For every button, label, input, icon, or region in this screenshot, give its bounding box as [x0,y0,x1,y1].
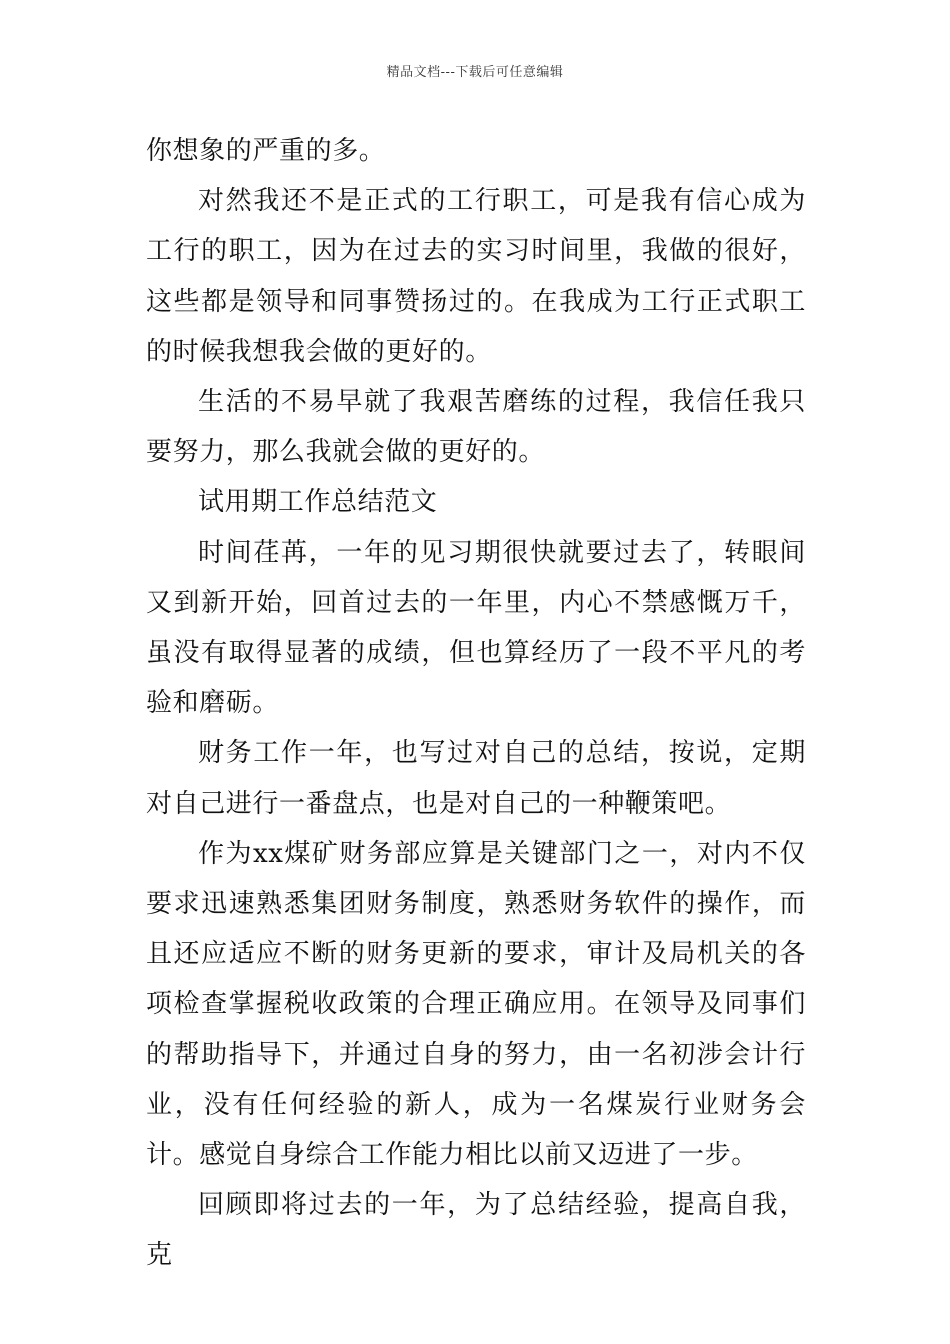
paragraph: 时间荏苒，一年的见习期很快就要过去了，转眼间又到新开始，回首过去的一年里，内心不禁感慨万千，虽没有取得显著的成绩，但也算经历了一段不平凡的考验和磨砺。 [146,537,806,719]
running-header: 精品文档---下载后可任意编辑 [386,65,564,80]
paragraph-continuation: 你想象的严重的多。 [146,136,386,166]
paragraph: 对然我还不是正式的工行职工，可是我有信心成为工行的职工，因为在过去的实习时间里，我做的很好，这些都是领导和同事赞扬过的。在我成为工行正式职工的时候我想我会做的更好的。 [146,186,806,367]
paragraph: 财务工作一年，也写过对自己的总结，按说，定期对自己进行一番盘点，也是对自己的一种鞭策吧。 [146,738,806,819]
document-body [146,126,806,1281]
paragraph: 生活的不易早就了我艰苦磨练的过程，我信任我只要努力，那么我就会做的更好的。 [146,387,806,468]
paragraph: 作为xx煤矿财务部应算是关键部门之一，对内不仅要求迅速熟悉集团财务制度，熟悉财务软件的操作，而且还应适应不断的财务更新的要求，审计及局机关的各项检查掌握税收政策的合理正确应用。在领导及同事们的帮助指导下，并通过自身的努力，由一名初涉会计行业，没有任何经验的新人，成为一名煤炭行业财务会计。感觉自身综合工作能力相比以前又迈进了一步。 [146,838,806,1171]
section-title: 试用期工作总结范文 [198,487,438,518]
paragraph: 回顾即将过去的一年，为了总结经验，提高自我，克 [146,1190,806,1271]
